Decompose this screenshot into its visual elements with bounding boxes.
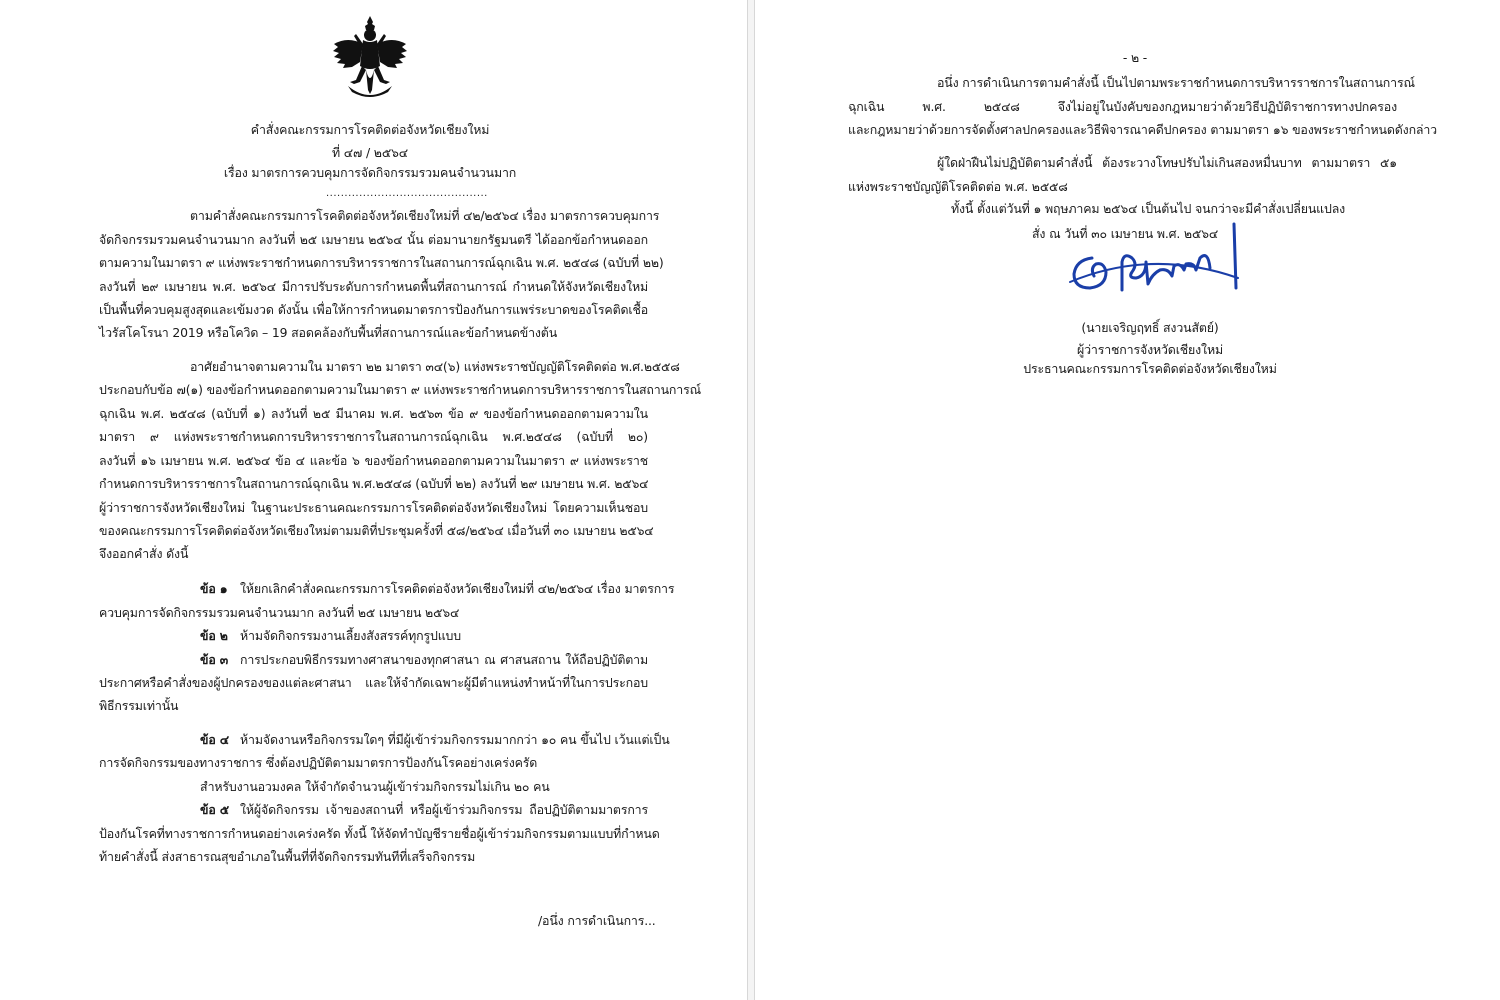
paragraph-line: แห่งพระราชบัญญัติโรคติดต่อ พ.ศ. ๒๕๕๘: [848, 179, 1068, 194]
document-page-2: [755, 0, 1500, 1000]
item-line: การจัดกิจกรรมของทางราชการ ซึ่งต้องปฏิบัติตามมาตรการป้องกันโรคอย่างเคร่งครัด: [99, 755, 538, 770]
paragraph-line: เป็นพื้นที่ควบคุมสูงสุดและเข้มงวด ดังนั้น เพื่อให้การกำหนดมาตรการป้องกันการแพร่ระบาดของโรคติดเชื้อ: [99, 302, 648, 317]
paragraph-line: ผู้ว่าราชการจังหวัดเชียงใหม่ ในฐานะประธานคณะกรรมการโรคติดต่อจังหวัดเชียงใหม่ โดยความเห็นชอบ: [99, 500, 648, 515]
paragraph-line: ของคณะกรรมการโรคติดต่อจังหวัดเชียงใหม่ตามมติที่ประชุมครั้งที่ ๕๘/๒๕๖๔ เมื่อวันที่ ๓๐ เมษายน ๒๕๖๔: [99, 523, 654, 538]
page-gutter: [747, 0, 755, 1000]
continued-note: /อนึ่ง การดำเนินการ...: [538, 913, 656, 928]
paragraph-line: กำหนดการบริหารราชการในสถานการณ์ฉุกเฉิน พ.ศ.๒๕๔๘ (ฉบับที่ ๒๒) ลงวันที่ ๒๙ เมษายน พ.ศ. ๒๕๖๔: [99, 476, 649, 491]
paragraph-line: และกฎหมายว่าด้วยการจัดตั้งศาลปกครองและวิธีพิจารณาคดีปกครอง ตามมาตรา ๑๖ ของพระราชกำหนดดังกล่าว: [848, 122, 1437, 137]
item-label: ข้อ ๓: [200, 652, 229, 667]
separator-dots: ............................................: [326, 188, 488, 199]
signature-icon: [1062, 218, 1252, 298]
signer-role: ประธานคณะกรรมการโรคติดต่อจังหวัดเชียงใหม่: [1023, 361, 1277, 376]
effective-date: ทั้งนี้ ตั้งแต่วันที่ ๑ พฤษภาคม ๒๕๖๔ เป็นต้นไป จนกว่าจะมีคำสั่งเปลี่ยนแปลง: [951, 201, 1346, 216]
paragraph-line: ประกอบกับข้อ ๗(๑) ของข้อกำหนดออกตามความในมาตรา ๙ แห่งพระราชกำหนดการบริหารราชการในสถานการณ์: [99, 382, 701, 397]
paragraph-line: อาศัยอำนาจตามความใน มาตรา ๒๒ มาตรา ๓๔(๖) แห่งพระราชบัญญัติโรคติดต่อ พ.ศ.๒๕๕๘: [190, 359, 680, 374]
item-line: สำหรับงานอวมงคล ให้จำกัดจำนวนผู้เข้าร่วมกิจกรรมไม่เกิน ๒๐ คน: [200, 779, 550, 794]
item-line: ห้ามจัดงานหรือกิจกรรมใดๆ ที่มีผู้เข้าร่วมกิจกรรมมากกว่า ๑๐ คน ขึ้นไป เว้นแต่เป็น: [240, 732, 670, 747]
item-line: พิธีกรรมเท่านั้น: [99, 698, 179, 713]
paragraph-line: ลงวันที่ ๒๙ เมษายน พ.ศ. ๒๕๖๔ มีการปรับระดับการกำหนดพื้นที่สถานการณ์ กำหนดให้จังหวัดเชียงใหม่: [99, 279, 648, 294]
item-label: ข้อ ๕: [200, 802, 230, 817]
paragraph-line: ฉุกเฉิน พ.ศ. ๒๕๔๘ จึงไม่อยู่ในบังคับของกฎหมายว่าด้วยวิธีปฏิบัติราชการทางปกครอง: [848, 99, 1397, 114]
paragraph-line: มาตรา ๙ แห่งพระราชกำหนดการบริหารราชการในสถานการณ์ฉุกเฉิน พ.ศ.๒๕๔๘ (ฉบับที่ ๒๐): [99, 429, 648, 444]
item-line: ท้ายคำสั่งนี้ ส่งสาธารณสุขอำเภอในพื้นที่ที่จัดกิจกรรมทันทีที่เสร็จกิจกรรม: [99, 849, 476, 864]
order-date: สั่ง ณ วันที่ ๓๐ เมษายน พ.ศ. ๒๕๖๔: [1032, 226, 1219, 241]
paragraph-line: ลงวันที่ ๑๖ เมษายน พ.ศ. ๒๕๖๔ ข้อ ๔ และข้อ ๖ ของข้อกำหนดออกตามความในมาตรา ๙ แห่งพระราช: [99, 453, 648, 468]
paragraph-line: ฉุกเฉิน พ.ศ. ๒๕๔๘ (ฉบับที่ ๑) ลงวันที่ ๒๕ มีนาคม พ.ศ. ๒๕๖๓ ข้อ ๙ ของข้อกำหนดออกตามความใน: [99, 406, 648, 421]
paragraph-line: จึงออกคำสั่ง ดังนี้: [99, 546, 189, 561]
garuda-emblem-icon: [330, 14, 410, 104]
item-label: ข้อ ๔: [200, 732, 230, 747]
paragraph-line: ผู้ใดฝ่าฝืนไม่ปฏิบัติตามคำสั่งนี้ ต้องระวางโทษปรับไม่เกินสองหมื่นบาท ตามมาตรา ๕๑: [937, 155, 1397, 170]
page-number: - ๒ -: [1122, 50, 1148, 65]
item-label: ข้อ ๑: [200, 581, 228, 596]
paragraph-line: จัดกิจกรรมรวมคนจำนวนมาก ลงวันที่ ๒๕ เมษายน ๒๕๖๔ นั้น ต่อมานายกรัฐมนตรี ได้ออกข้อกำหนดออก: [99, 232, 648, 247]
paragraph-line: ตามความในมาตรา ๙ แห่งพระราชกำหนดการบริหารราชการในสถานการณ์ฉุกเฉิน พ.ศ. ๒๕๔๘ (ฉบับที่ ๒๒): [99, 255, 664, 270]
paragraph-line: ไวรัสโคโรนา 2019 หรือโควิด – 19 สอดคล้องกับพื้นที่สถานการณ์และข้อกำหนดข้างต้น: [99, 325, 558, 340]
signer-name: (นายเจริญฤทธิ์ สงวนสัตย์): [1081, 320, 1219, 335]
order-number: ที่ ๔๗ / ๒๕๖๔: [332, 145, 408, 160]
item-line: ควบคุมการจัดกิจกรรมรวมคนจำนวนมาก ลงวันที่ ๒๕ เมษายน ๒๕๖๔: [99, 605, 460, 620]
signer-position: ผู้ว่าราชการจังหวัดเชียงใหม่: [1077, 342, 1223, 357]
item-line: ให้ผู้จัดกิจกรรม เจ้าของสถานที่ หรือผู้เข้าร่วมกิจกรรม ถือปฏิบัติตามมาตรการ: [240, 802, 648, 817]
document-page-1: [0, 0, 747, 1000]
item-line: ป้องกันโรคที่ทางราชการกำหนดอย่างเคร่งครัด ทั้งนี้ ให้จัดทำบัญชีรายชื่อผู้เข้าร่วมกิจกรรมตามแบบที่กำหนด: [99, 826, 660, 841]
order-title: คำสั่งคณะกรรมการโรคติดต่อจังหวัดเชียงใหม่: [250, 122, 490, 137]
paragraph-line: อนึ่ง การดำเนินการตามคำสั่งนี้ เป็นไปตามพระราชกำหนดการบริหารราชการในสถานการณ์: [937, 75, 1415, 90]
item-label: ข้อ ๒: [200, 628, 228, 643]
order-subject: เรื่อง มาตรการควบคุมการจัดกิจกรรมรวมคนจำนวนมาก: [223, 165, 517, 180]
item-line: ให้ยกเลิกคำสั่งคณะกรรมการโรคติดต่อจังหวัดเชียงใหม่ที่ ๔๒/๒๕๖๔ เรื่อง มาตรการ: [240, 581, 675, 596]
item-line: ประกาศหรือคำสั่งของผู้ปกครองของแต่ละศาสนา และให้จำกัดเฉพาะผู้มีตำแหน่งทำหน้าที่ในการประกอบ: [99, 675, 648, 690]
paragraph-line: ตามคำสั่งคณะกรรมการโรคติดต่อจังหวัดเชียงใหม่ที่ ๔๒/๒๕๖๔ เรื่อง มาตรการควบคุมการ: [190, 208, 660, 223]
item-line: การประกอบพิธีกรรมทางศาสนาของทุกศาสนา ณ ศาสนสถาน ให้ถือปฏิบัติตาม: [240, 652, 648, 667]
item-line: ห้ามจัดกิจกรรมงานเลี้ยงสังสรรค์ทุกรูปแบบ: [240, 628, 461, 643]
